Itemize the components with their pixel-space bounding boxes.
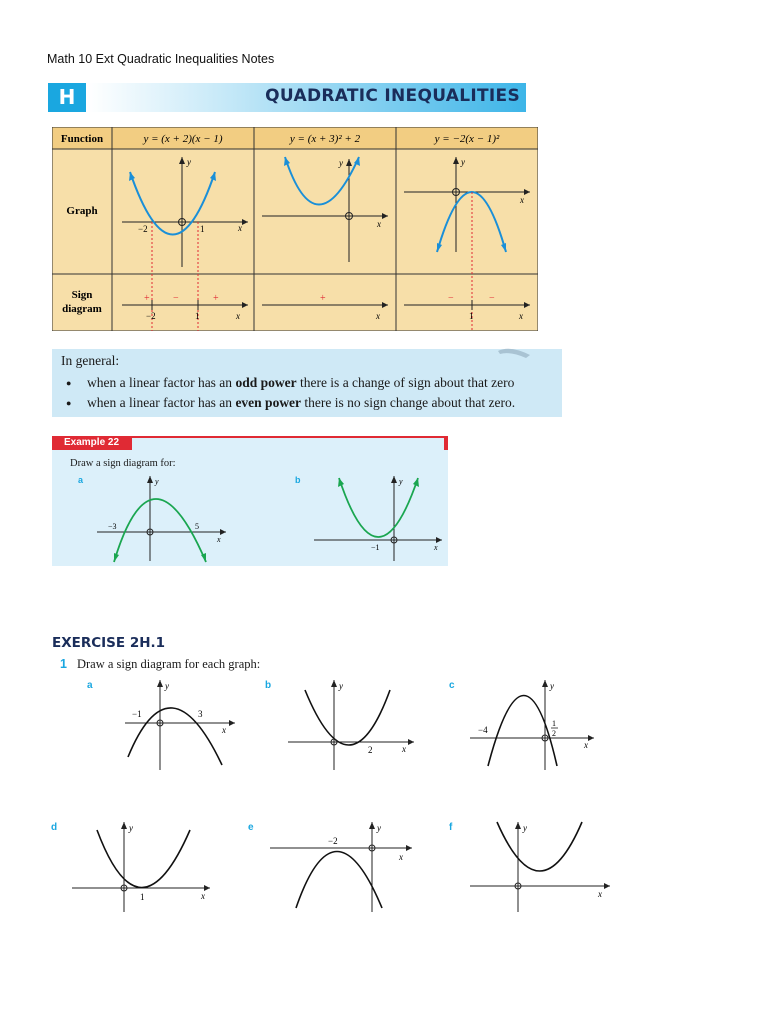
svg-text:y: y (339, 681, 343, 691)
svg-text:−2: −2 (138, 224, 148, 234)
parabola-curve (296, 852, 382, 909)
svg-text:1: 1 (140, 892, 145, 902)
svg-text:x: x (519, 311, 523, 321)
svg-text:y: y (461, 157, 465, 167)
function-formula: y = −2(x − 1)² (434, 133, 500, 145)
svg-text:−3: −3 (108, 522, 117, 531)
page-title: Math 10 Ext Quadratic Inequalities Notes (47, 52, 275, 66)
svg-text:−: − (448, 293, 454, 304)
general-note-bullet: ● when a linear factor has an odd power there is a change of sign about that zero (52, 373, 515, 393)
svg-text:y: y (187, 157, 191, 167)
parabola-curve (488, 696, 557, 767)
svg-text:y: y (339, 158, 343, 168)
section-heading: QUADRATIC INEQUALITIES (265, 86, 520, 106)
example-instruction: Draw a sign diagram for: (70, 458, 176, 469)
svg-text:x: x (434, 543, 438, 552)
svg-text:y: y (523, 823, 527, 833)
svg-text:c: c (449, 680, 455, 691)
svg-text:y: y (165, 681, 169, 691)
function-formula: y = (x + 3)² + 2 (289, 133, 361, 145)
svg-text:2: 2 (368, 745, 373, 755)
svg-text:a: a (78, 475, 84, 485)
svg-text:−1: −1 (132, 709, 142, 719)
question-text: Draw a sign diagram for each graph: (76, 657, 261, 671)
row-label-sign: Sign (71, 289, 93, 301)
question-number: 1 (60, 657, 67, 671)
svg-text:−1: −1 (371, 543, 380, 552)
exercise-graph-a (87, 680, 235, 770)
svg-text:1: 1 (200, 224, 205, 234)
svg-text:+: + (320, 293, 326, 304)
section-letter: H (48, 83, 86, 112)
svg-text:y: y (129, 823, 133, 833)
exercise-graph-c (449, 680, 594, 770)
svg-text:+: + (144, 293, 150, 304)
svg-text:−: − (489, 293, 495, 304)
svg-text:x: x (598, 889, 602, 899)
general-note-bullet: ● when a linear factor has an even power there is no sign change about that zero. (52, 393, 515, 413)
svg-text:2: 2 (552, 729, 556, 738)
exercise-heading: EXERCISE 2H.1 (52, 635, 166, 651)
svg-text:x: x (201, 891, 205, 901)
svg-text:1: 1 (552, 719, 556, 728)
example-label: Example 22 (52, 436, 132, 450)
svg-text:x: x (238, 223, 242, 233)
svg-text:f: f (449, 822, 453, 833)
svg-text:x: x (222, 725, 226, 735)
function-formula: y = (x + 2)(x − 1) (143, 133, 223, 145)
exercise-graph-f (449, 822, 610, 912)
exercise-graph-d (51, 822, 210, 912)
svg-text:b: b (265, 680, 272, 691)
svg-text:d: d (51, 822, 58, 833)
exercise-graph-b (265, 680, 414, 770)
svg-text:x: x (217, 535, 221, 544)
svg-text:y: y (550, 681, 554, 691)
row-label-diagram: diagram (62, 303, 102, 315)
parabola-curve (497, 822, 582, 871)
svg-text:−2: −2 (146, 311, 156, 321)
svg-text:a: a (87, 680, 93, 691)
svg-text:x: x (376, 311, 380, 321)
svg-text:1: 1 (469, 311, 474, 321)
svg-text:3: 3 (198, 709, 203, 719)
svg-text:b: b (295, 475, 301, 485)
svg-text:−2: −2 (328, 836, 338, 846)
svg-text:y: y (399, 477, 403, 486)
svg-text:+: + (213, 293, 219, 304)
svg-text:x: x (399, 852, 403, 862)
svg-text:y: y (377, 823, 381, 833)
svg-text:5: 5 (195, 522, 199, 531)
svg-text:−: − (173, 293, 179, 304)
svg-text:x: x (402, 744, 406, 754)
svg-text:e: e (248, 822, 254, 833)
exercise-graph-e (248, 822, 412, 912)
row-label-graph: Graph (66, 205, 98, 217)
general-note-lead: In general: (61, 353, 120, 368)
svg-text:−4: −4 (478, 725, 488, 735)
svg-text:x: x (236, 311, 240, 321)
parabola-curve (128, 708, 222, 765)
parabola-curve (305, 690, 390, 745)
svg-text:x: x (584, 740, 588, 750)
svg-text:x: x (377, 219, 381, 229)
svg-text:y: y (155, 477, 159, 486)
parabola-curve (97, 830, 190, 888)
svg-text:x: x (520, 195, 524, 205)
svg-text:1: 1 (195, 311, 200, 321)
row-label-function: Function (60, 133, 104, 145)
